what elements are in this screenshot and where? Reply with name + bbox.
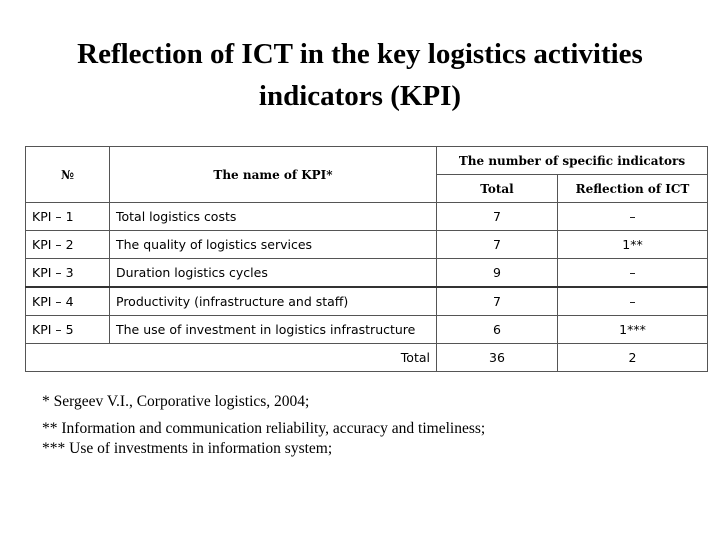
kpi-total: 7: [437, 287, 558, 316]
summary-label: Total: [26, 344, 437, 372]
table-row: [26, 203, 708, 231]
kpi-ict: –: [558, 203, 708, 231]
slide-title: [30, 33, 690, 117]
table-header-row: [26, 147, 708, 175]
table-row: [26, 259, 708, 288]
kpi-total: 7: [437, 203, 558, 231]
summary-total: 36: [437, 344, 558, 372]
kpi-name: The use of investment in logistics infrastructure: [110, 316, 437, 344]
kpi-name: The quality of logistics services: [110, 231, 437, 259]
table-row: [26, 287, 708, 316]
kpi-name: Duration logistics cycles: [110, 259, 437, 288]
slide-title-line-2: indicators (KPI): [258, 80, 462, 112]
header-number: №: [26, 147, 110, 203]
kpi-id: KPI – 3: [26, 259, 110, 288]
footnotes: [42, 392, 702, 459]
kpi-total: 9: [437, 259, 558, 288]
header-kpi-name: The name of KPI*: [110, 147, 437, 203]
kpi-id: KPI – 5: [26, 316, 110, 344]
kpi-name: Productivity (infrastructure and staff): [110, 287, 437, 316]
header-total: Total: [437, 175, 558, 203]
kpi-ict: –: [558, 287, 708, 316]
kpi-total: 7: [437, 231, 558, 259]
kpi-id: KPI – 4: [26, 287, 110, 316]
table-row: [26, 316, 708, 344]
footnote-double-asterisk: ** Information and communication reliability, accuracy and timeliness;: [42, 420, 486, 437]
kpi-ict: 1***: [558, 316, 708, 344]
summary-ict: 2: [558, 344, 708, 372]
slide-title-line-1: Reflection of ICT in the key logistics activities: [77, 38, 643, 70]
kpi-ict: 1**: [558, 231, 708, 259]
kpi-ict: –: [558, 259, 708, 288]
footnote-source: * Sergeev V.I., Corporative logistics, 2004;: [42, 393, 310, 410]
kpi-id: KPI – 1: [26, 203, 110, 231]
table-summary-row: [26, 344, 708, 372]
table-row: [26, 231, 708, 259]
footnote-triple-asterisk: *** Use of investments in information system;: [42, 440, 333, 457]
kpi-id: KPI – 2: [26, 231, 110, 259]
header-reflection-of-ict: Reflection of ICT: [558, 175, 708, 203]
kpi-name: Total logistics costs: [110, 203, 437, 231]
kpi-table: [25, 146, 708, 372]
header-specific-indicators: The number of specific indicators: [437, 147, 708, 175]
kpi-total: 6: [437, 316, 558, 344]
